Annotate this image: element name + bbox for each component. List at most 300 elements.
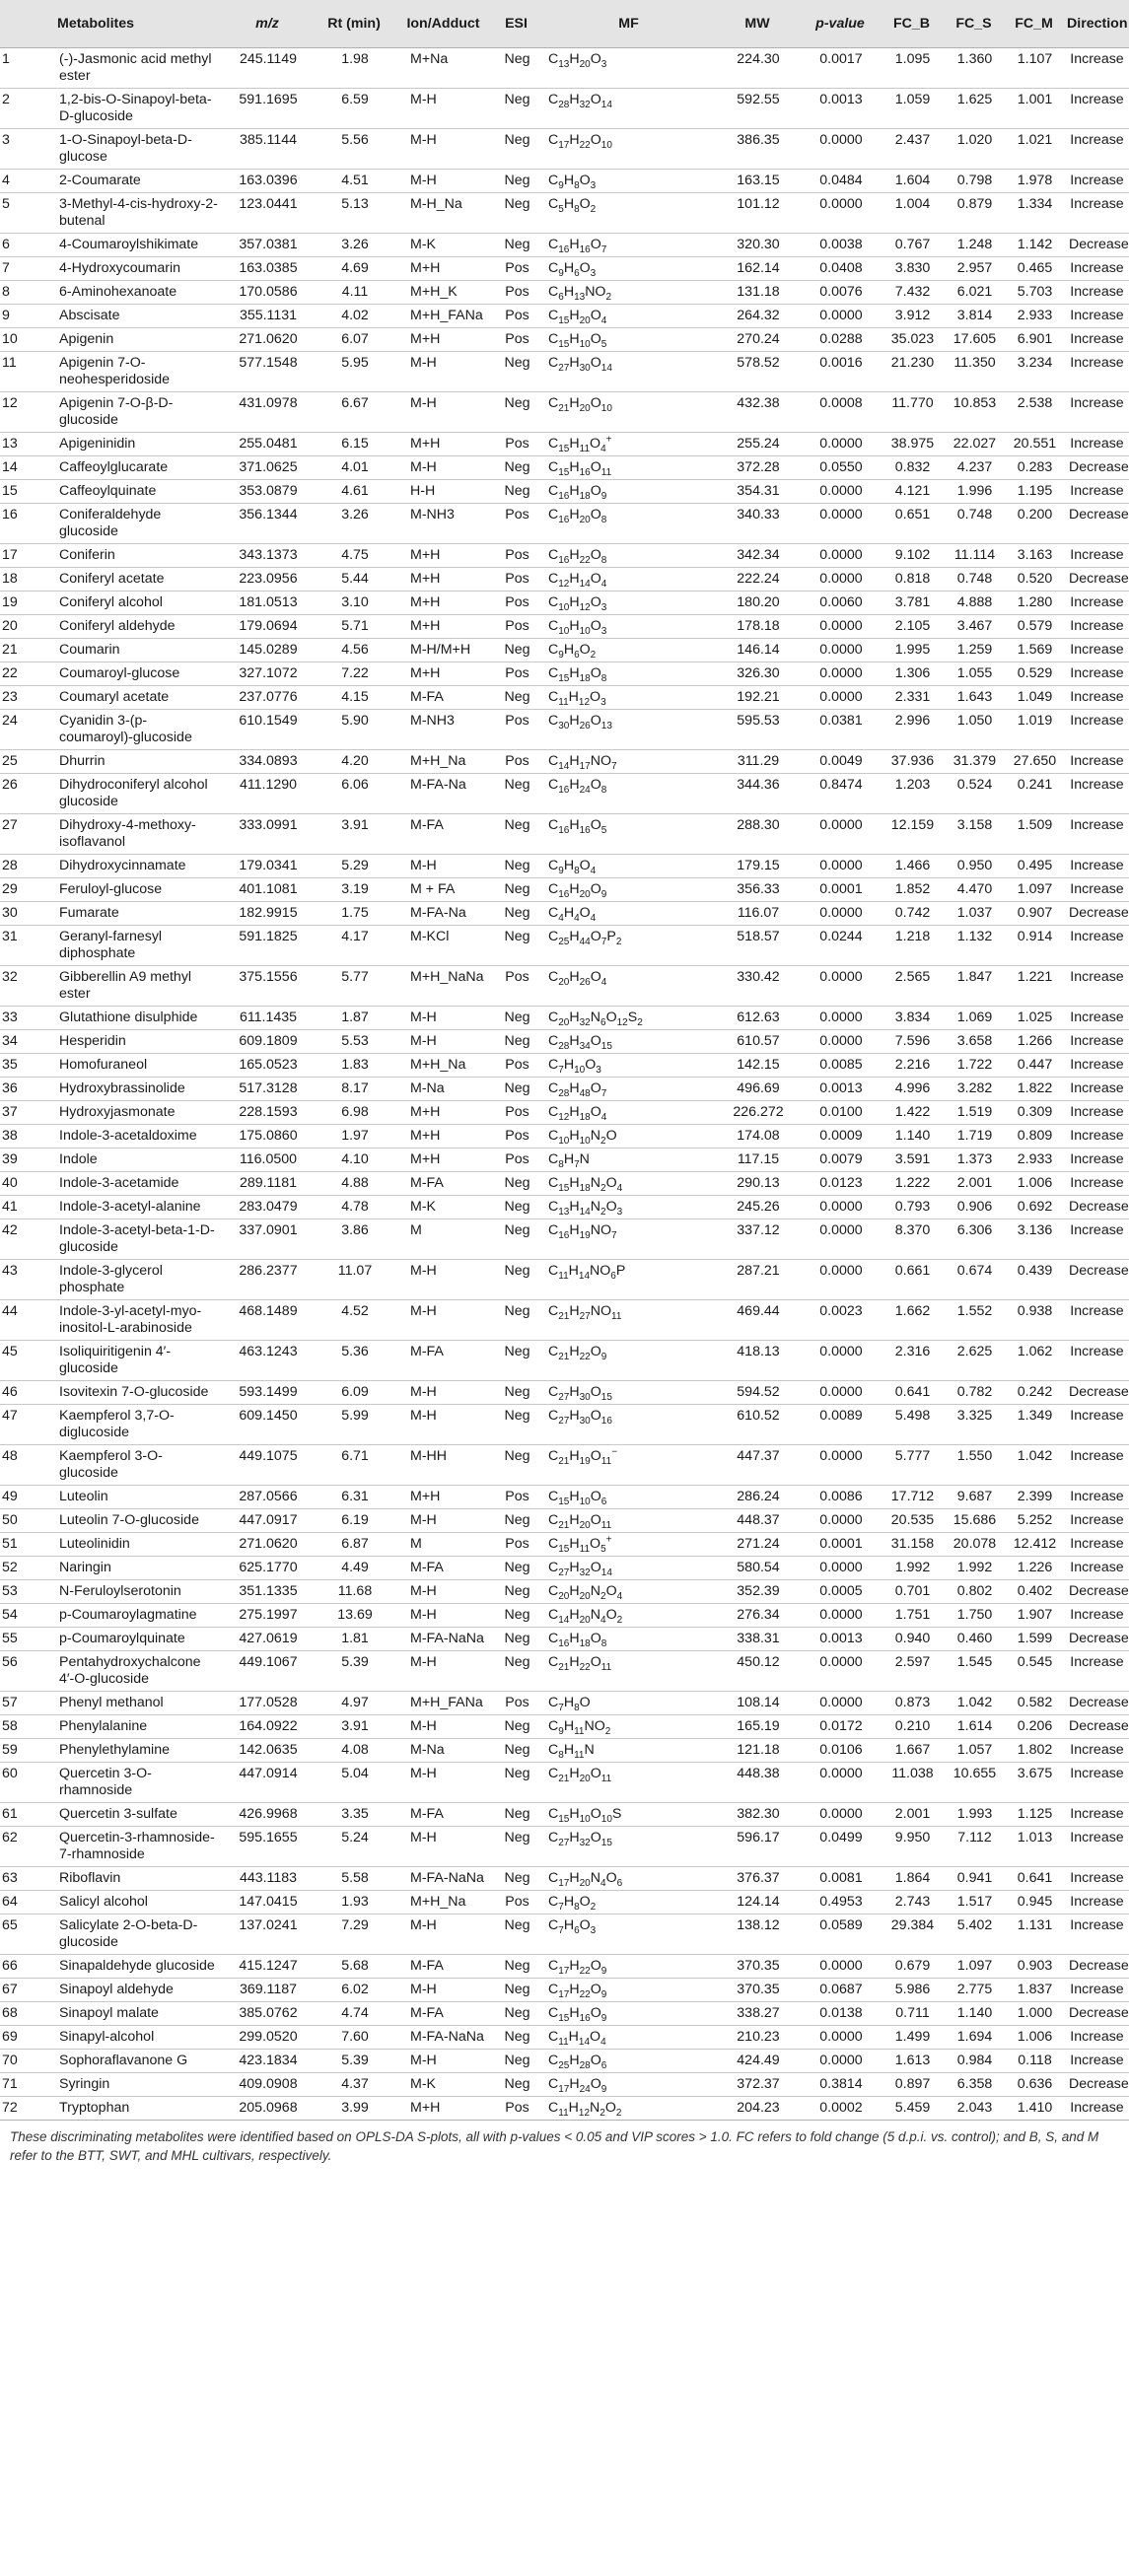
- mz-value: 271.0620: [223, 328, 312, 352]
- fc-m-value: 3.163: [1005, 544, 1063, 568]
- mw-value: 342.34: [715, 544, 800, 568]
- fc-s-value: 1.750: [943, 1604, 1005, 1628]
- p-value: 0.0381: [800, 710, 881, 750]
- esi-mode: Neg: [490, 1915, 542, 1955]
- mz-value: 431.0978: [223, 392, 312, 433]
- ion-adduct: M-H: [396, 855, 490, 878]
- fc-s-value: 3.158: [943, 814, 1005, 855]
- p-value: 0.0049: [800, 750, 881, 774]
- row-index: 61: [0, 1803, 49, 1827]
- fc-s-value: 11.350: [943, 352, 1005, 392]
- fc-m-value: 5.252: [1005, 1509, 1063, 1533]
- fc-m-value: 0.636: [1005, 2073, 1063, 2097]
- metabolite-name: Abscisate: [49, 305, 223, 328]
- mz-value: 375.1556: [223, 966, 312, 1007]
- fc-b-value: 1.095: [881, 48, 943, 89]
- direction: Decrease: [1063, 456, 1129, 480]
- row-index: 32: [0, 966, 49, 1007]
- mw-value: 595.53: [715, 710, 800, 750]
- fc-m-value: 0.692: [1005, 1196, 1063, 1219]
- p-value: 0.0000: [800, 568, 881, 592]
- ion-adduct: M-FA: [396, 1341, 490, 1381]
- esi-mode: Neg: [490, 1803, 542, 1827]
- mz-value: 423.1834: [223, 2050, 312, 2073]
- table-row: [0, 1149, 1129, 1172]
- esi-mode: Neg: [490, 1867, 542, 1891]
- fc-m-value: 1.509: [1005, 814, 1063, 855]
- fc-m-value: 1.280: [1005, 592, 1063, 615]
- fc-b-value: 20.535: [881, 1509, 943, 1533]
- p-value: 0.0550: [800, 456, 881, 480]
- fc-s-value: 1.042: [943, 1692, 1005, 1715]
- p-value: 0.0000: [800, 1196, 881, 1219]
- direction: Decrease: [1063, 1955, 1129, 1979]
- ion-adduct: M-K: [396, 2073, 490, 2097]
- table-row: [0, 1054, 1129, 1078]
- table-row: [0, 568, 1129, 592]
- metabolite-name: Apigenin: [49, 328, 223, 352]
- metabolite-name: Indole-3-acetamide: [49, 1172, 223, 1196]
- mw-value: 276.34: [715, 1604, 800, 1628]
- p-value: 0.0089: [800, 1405, 881, 1445]
- p-value: 0.0000: [800, 305, 881, 328]
- fc-s-value: 1.545: [943, 1651, 1005, 1692]
- table-row: [0, 234, 1129, 257]
- molecular-formula: $C_{16}H_{22}O_8$: [542, 544, 715, 568]
- rt-value: 4.02: [312, 305, 396, 328]
- molecular-formula: $C_{15}H_{10}O_6$: [542, 1486, 715, 1509]
- fc-b-value: 2.001: [881, 1803, 943, 1827]
- rt-value: 4.56: [312, 639, 396, 662]
- ion-adduct: M-H: [396, 1405, 490, 1445]
- metabolite-name: Coniferyl aldehyde: [49, 615, 223, 639]
- metabolite-name: Coumaryl acetate: [49, 686, 223, 710]
- row-index: 5: [0, 193, 49, 234]
- metabolite-name: Geranyl-farnesyl diphosphate: [49, 926, 223, 966]
- row-index: 21: [0, 639, 49, 662]
- mw-value: 450.12: [715, 1651, 800, 1692]
- mw-value: 101.12: [715, 193, 800, 234]
- molecular-formula: $C_{21}H_{20}O_{10}$: [542, 392, 715, 433]
- mw-value: 432.38: [715, 392, 800, 433]
- table-row: [0, 352, 1129, 392]
- fc-s-value: 0.941: [943, 1867, 1005, 1891]
- direction: Decrease: [1063, 2073, 1129, 2097]
- direction: Increase: [1063, 433, 1129, 456]
- fc-m-value: 0.242: [1005, 1381, 1063, 1405]
- esi-mode: Neg: [490, 1739, 542, 1763]
- p-value: 0.0000: [800, 615, 881, 639]
- ion-adduct: M+H: [396, 1125, 490, 1149]
- table-row: [0, 328, 1129, 352]
- molecular-formula: $C_{11}H_{14}O_4$: [542, 2026, 715, 2050]
- p-value: 0.0123: [800, 1172, 881, 1196]
- esi-mode: Neg: [490, 1955, 542, 1979]
- rt-value: 1.93: [312, 1891, 396, 1915]
- rt-value: 5.77: [312, 966, 396, 1007]
- direction: Increase: [1063, 48, 1129, 89]
- mw-value: 290.13: [715, 1172, 800, 1196]
- metabolite-name: Fumarate: [49, 902, 223, 926]
- table-row: [0, 639, 1129, 662]
- fc-b-value: 1.218: [881, 926, 943, 966]
- ion-adduct: M-NH3: [396, 504, 490, 544]
- fc-s-value: 0.950: [943, 855, 1005, 878]
- table-row: [0, 1486, 1129, 1509]
- row-index: 26: [0, 774, 49, 814]
- ion-adduct: M+H: [396, 1486, 490, 1509]
- p-value: 0.0023: [800, 1300, 881, 1341]
- fc-s-value: 1.069: [943, 1007, 1005, 1030]
- fc-m-value: 3.675: [1005, 1763, 1063, 1803]
- header-ion-adduct: Ion/Adduct: [396, 0, 490, 48]
- row-index: 44: [0, 1300, 49, 1341]
- direction: Decrease: [1063, 1260, 1129, 1300]
- ion-adduct: M-H: [396, 456, 490, 480]
- molecular-formula: $C_{28}H_{48}O_7$: [542, 1078, 715, 1101]
- mz-value: 163.0385: [223, 257, 312, 281]
- fc-b-value: 1.222: [881, 1172, 943, 1196]
- mz-value: 170.0586: [223, 281, 312, 305]
- p-value: 0.0001: [800, 1533, 881, 1557]
- mz-value: 351.1335: [223, 1580, 312, 1604]
- p-value: 0.0005: [800, 1580, 881, 1604]
- esi-mode: Neg: [490, 1030, 542, 1054]
- rt-value: 5.39: [312, 1651, 396, 1692]
- p-value: 0.0079: [800, 1149, 881, 1172]
- mw-value: 287.21: [715, 1260, 800, 1300]
- row-index: 39: [0, 1149, 49, 1172]
- fc-s-value: 20.078: [943, 1533, 1005, 1557]
- fc-s-value: 0.674: [943, 1260, 1005, 1300]
- fc-b-value: 3.912: [881, 305, 943, 328]
- rt-value: 4.74: [312, 2002, 396, 2026]
- fc-s-value: 0.748: [943, 568, 1005, 592]
- fc-m-value: 0.907: [1005, 902, 1063, 926]
- mw-value: 271.24: [715, 1533, 800, 1557]
- mw-value: 370.35: [715, 1979, 800, 2002]
- molecular-formula: $C_{21}H_{22}O_9$: [542, 1341, 715, 1381]
- rt-value: 6.09: [312, 1381, 396, 1405]
- fc-s-value: 4.470: [943, 878, 1005, 902]
- mz-value: 385.1144: [223, 129, 312, 170]
- mz-value: 237.0776: [223, 686, 312, 710]
- molecular-formula: $C_{10}H_{12}O_3$: [542, 592, 715, 615]
- row-index: 68: [0, 2002, 49, 2026]
- rt-value: 5.71: [312, 615, 396, 639]
- metabolite-name: Gibberellin A9 methyl ester: [49, 966, 223, 1007]
- fc-m-value: 1.001: [1005, 89, 1063, 129]
- fc-b-value: 21.230: [881, 352, 943, 392]
- rt-value: 6.07: [312, 328, 396, 352]
- fc-m-value: 0.914: [1005, 926, 1063, 966]
- header-fc-b: FC_B: [881, 0, 943, 48]
- fc-b-value: 2.996: [881, 710, 943, 750]
- p-value: 0.0000: [800, 504, 881, 544]
- esi-mode: Pos: [490, 544, 542, 568]
- row-index: 27: [0, 814, 49, 855]
- p-value: 0.0000: [800, 544, 881, 568]
- fc-m-value: 0.495: [1005, 855, 1063, 878]
- rt-value: 13.69: [312, 1604, 396, 1628]
- molecular-formula: $C_{30}H_{26}O_{13}$: [542, 710, 715, 750]
- molecular-formula: $C_{15}H_{20}O_4$: [542, 305, 715, 328]
- mw-value: 142.15: [715, 1054, 800, 1078]
- esi-mode: Neg: [490, 1827, 542, 1867]
- ion-adduct: M-FA: [396, 1803, 490, 1827]
- table-row: [0, 1763, 1129, 1803]
- rt-value: 7.29: [312, 1915, 396, 1955]
- direction: Increase: [1063, 855, 1129, 878]
- fc-s-value: 1.996: [943, 480, 1005, 504]
- rt-value: 5.39: [312, 2050, 396, 2073]
- direction: Increase: [1063, 1405, 1129, 1445]
- molecular-formula: $C_{28}H_{34}O_{15}$: [542, 1030, 715, 1054]
- p-value: 0.0000: [800, 1955, 881, 1979]
- table-row: [0, 774, 1129, 814]
- direction: Increase: [1063, 1979, 1129, 2002]
- row-index: 62: [0, 1827, 49, 1867]
- mz-value: 179.0341: [223, 855, 312, 878]
- mw-value: 610.52: [715, 1405, 800, 1445]
- direction: Increase: [1063, 2050, 1129, 2073]
- fc-m-value: 0.283: [1005, 456, 1063, 480]
- fc-s-value: 0.782: [943, 1381, 1005, 1405]
- mw-value: 121.18: [715, 1739, 800, 1763]
- molecular-formula: $C_{12}H_{18}O_4$: [542, 1101, 715, 1125]
- direction: Increase: [1063, 1763, 1129, 1803]
- direction: Increase: [1063, 1651, 1129, 1692]
- esi-mode: Pos: [490, 305, 542, 328]
- ion-adduct: M-HH: [396, 1445, 490, 1486]
- fc-s-value: 1.517: [943, 1891, 1005, 1915]
- fc-s-value: 4.888: [943, 592, 1005, 615]
- molecular-formula: $C_{27}H_{30}O_{16}$: [542, 1405, 715, 1445]
- esi-mode: Pos: [490, 257, 542, 281]
- fc-m-value: 1.349: [1005, 1405, 1063, 1445]
- row-index: 1: [0, 48, 49, 89]
- mz-value: 609.1809: [223, 1030, 312, 1054]
- p-value: 0.0085: [800, 1054, 881, 1078]
- mw-value: 447.37: [715, 1445, 800, 1486]
- table-row: [0, 1219, 1129, 1260]
- fc-b-value: 2.105: [881, 615, 943, 639]
- molecular-formula: $C_5H_8O_2$: [542, 193, 715, 234]
- fc-m-value: 1.013: [1005, 1827, 1063, 1867]
- ion-adduct: M+H: [396, 1149, 490, 1172]
- direction: Increase: [1063, 305, 1129, 328]
- table-row: [0, 2002, 1129, 2026]
- esi-mode: Neg: [490, 1557, 542, 1580]
- molecular-formula: $C_{27}H_{30}O_{14}$: [542, 352, 715, 392]
- fc-m-value: 0.206: [1005, 1715, 1063, 1739]
- table-row: [0, 1172, 1129, 1196]
- fc-s-value: 6.021: [943, 281, 1005, 305]
- fc-b-value: 1.059: [881, 89, 943, 129]
- mz-value: 299.0520: [223, 2026, 312, 2050]
- direction: Increase: [1063, 2097, 1129, 2121]
- p-value: 0.0000: [800, 1445, 881, 1486]
- rt-value: 4.88: [312, 1172, 396, 1196]
- p-value: 0.0000: [800, 129, 881, 170]
- fc-m-value: 0.938: [1005, 1300, 1063, 1341]
- esi-mode: Pos: [490, 1054, 542, 1078]
- fc-b-value: 0.940: [881, 1628, 943, 1651]
- esi-mode: Neg: [490, 89, 542, 129]
- fc-s-value: 1.055: [943, 662, 1005, 686]
- table-row: [0, 878, 1129, 902]
- fc-s-value: 10.853: [943, 392, 1005, 433]
- ion-adduct: M-FA: [396, 686, 490, 710]
- row-index: 60: [0, 1763, 49, 1803]
- p-value: 0.0589: [800, 1915, 881, 1955]
- header-mz: m/z: [223, 0, 312, 48]
- direction: Increase: [1063, 615, 1129, 639]
- p-value: 0.0013: [800, 1628, 881, 1651]
- metabolite-name: (-)-Jasmonic acid methyl ester: [49, 48, 223, 89]
- mw-value: 131.18: [715, 281, 800, 305]
- table-row: [0, 1715, 1129, 1739]
- fc-m-value: 6.901: [1005, 328, 1063, 352]
- molecular-formula: $C_7H_8O$: [542, 1692, 715, 1715]
- direction: Increase: [1063, 686, 1129, 710]
- table-row: [0, 662, 1129, 686]
- ion-adduct: M-H: [396, 1260, 490, 1300]
- mw-value: 124.14: [715, 1891, 800, 1915]
- metabolite-name: Apigenin 7-O-β-D-glucoside: [49, 392, 223, 433]
- mw-value: 222.24: [715, 568, 800, 592]
- table-row: [0, 592, 1129, 615]
- rt-value: 7.60: [312, 2026, 396, 2050]
- fc-b-value: 0.742: [881, 902, 943, 926]
- rt-value: 6.59: [312, 89, 396, 129]
- row-index: 59: [0, 1739, 49, 1763]
- ion-adduct: M+H: [396, 433, 490, 456]
- mw-value: 352.39: [715, 1580, 800, 1604]
- fc-m-value: 0.529: [1005, 662, 1063, 686]
- fc-s-value: 1.259: [943, 639, 1005, 662]
- table-row: [0, 1604, 1129, 1628]
- molecular-formula: $C_{10}H_{10}N_2O$: [542, 1125, 715, 1149]
- fc-s-value: 1.360: [943, 48, 1005, 89]
- mz-value: 449.1075: [223, 1445, 312, 1486]
- fc-b-value: 11.038: [881, 1763, 943, 1803]
- fc-s-value: 1.097: [943, 1955, 1005, 1979]
- metabolite-name: Apigeninidin: [49, 433, 223, 456]
- molecular-formula: $C_{15}H_{16}O_9$: [542, 2002, 715, 2026]
- ion-adduct: M+H_Na: [396, 1054, 490, 1078]
- fc-b-value: 0.641: [881, 1381, 943, 1405]
- fc-b-value: 1.864: [881, 1867, 943, 1891]
- mz-value: 463.1243: [223, 1341, 312, 1381]
- fc-m-value: 1.907: [1005, 1604, 1063, 1628]
- table-row: [0, 1803, 1129, 1827]
- fc-s-value: 1.373: [943, 1149, 1005, 1172]
- metabolite-name: Syringin: [49, 2073, 223, 2097]
- fc-b-value: 1.203: [881, 774, 943, 814]
- fc-b-value: 0.873: [881, 1692, 943, 1715]
- header-index: [0, 0, 49, 48]
- fc-m-value: 1.334: [1005, 193, 1063, 234]
- table-row: [0, 48, 1129, 89]
- metabolite-name: Riboflavin: [49, 1867, 223, 1891]
- molecular-formula: $C_{15}H_{10}O_{10}S$: [542, 1803, 715, 1827]
- mz-value: 275.1997: [223, 1604, 312, 1628]
- esi-mode: Neg: [490, 1196, 542, 1219]
- fc-m-value: 1.006: [1005, 2026, 1063, 2050]
- direction: Increase: [1063, 1125, 1129, 1149]
- metabolite-name: Dihydroconiferyl alcohol glucoside: [49, 774, 223, 814]
- table-row: [0, 1125, 1129, 1149]
- row-index: 34: [0, 1030, 49, 1054]
- mz-value: 142.0635: [223, 1739, 312, 1763]
- fc-s-value: 1.694: [943, 2026, 1005, 2050]
- mz-value: 357.0381: [223, 234, 312, 257]
- p-value: 0.0000: [800, 662, 881, 686]
- fc-m-value: 3.136: [1005, 1219, 1063, 1260]
- ion-adduct: M+H: [396, 1101, 490, 1125]
- metabolite-name: Hesperidin: [49, 1030, 223, 1054]
- fc-s-value: 1.550: [943, 1445, 1005, 1486]
- molecular-formula: $C_{16}H_{19}NO_7$: [542, 1219, 715, 1260]
- p-value: 0.0000: [800, 1509, 881, 1533]
- mz-value: 223.0956: [223, 568, 312, 592]
- direction: Decrease: [1063, 504, 1129, 544]
- fc-s-value: 5.402: [943, 1915, 1005, 1955]
- direction: Increase: [1063, 1341, 1129, 1381]
- molecular-formula: $C_{20}H_{26}O_4$: [542, 966, 715, 1007]
- p-value: 0.0076: [800, 281, 881, 305]
- mz-value: 517.3128: [223, 1078, 312, 1101]
- fc-s-value: 1.643: [943, 686, 1005, 710]
- metabolite-name: Hydroxybrassinolide: [49, 1078, 223, 1101]
- fc-b-value: 5.459: [881, 2097, 943, 2121]
- esi-mode: Neg: [490, 902, 542, 926]
- p-value: 0.0000: [800, 2050, 881, 2073]
- mw-value: 370.35: [715, 1955, 800, 1979]
- mz-value: 401.1081: [223, 878, 312, 902]
- direction: Increase: [1063, 878, 1129, 902]
- direction: Increase: [1063, 1219, 1129, 1260]
- mz-value: 371.0625: [223, 456, 312, 480]
- mz-value: 116.0500: [223, 1149, 312, 1172]
- fc-s-value: 1.719: [943, 1125, 1005, 1149]
- row-index: 66: [0, 1955, 49, 1979]
- fc-m-value: 2.399: [1005, 1486, 1063, 1509]
- mw-value: 382.30: [715, 1803, 800, 1827]
- molecular-formula: $C_{25}H_{28}O_6$: [542, 2050, 715, 2073]
- direction: Increase: [1063, 1739, 1129, 1763]
- direction: Increase: [1063, 480, 1129, 504]
- p-value: 0.0002: [800, 2097, 881, 2121]
- metabolite-name: Luteolin: [49, 1486, 223, 1509]
- direction: Decrease: [1063, 2002, 1129, 2026]
- row-index: 40: [0, 1172, 49, 1196]
- p-value: 0.0013: [800, 1078, 881, 1101]
- header-direction: Direction: [1063, 0, 1129, 48]
- direction: Increase: [1063, 352, 1129, 392]
- rt-value: 5.90: [312, 710, 396, 750]
- rt-value: 3.86: [312, 1219, 396, 1260]
- fc-b-value: 0.818: [881, 568, 943, 592]
- direction: Increase: [1063, 1300, 1129, 1341]
- ion-adduct: M-H: [396, 1300, 490, 1341]
- rt-value: 1.75: [312, 902, 396, 926]
- direction: Decrease: [1063, 568, 1129, 592]
- mz-value: 137.0241: [223, 1915, 312, 1955]
- metabolite-name: Phenyl methanol: [49, 1692, 223, 1715]
- fc-s-value: 1.722: [943, 1054, 1005, 1078]
